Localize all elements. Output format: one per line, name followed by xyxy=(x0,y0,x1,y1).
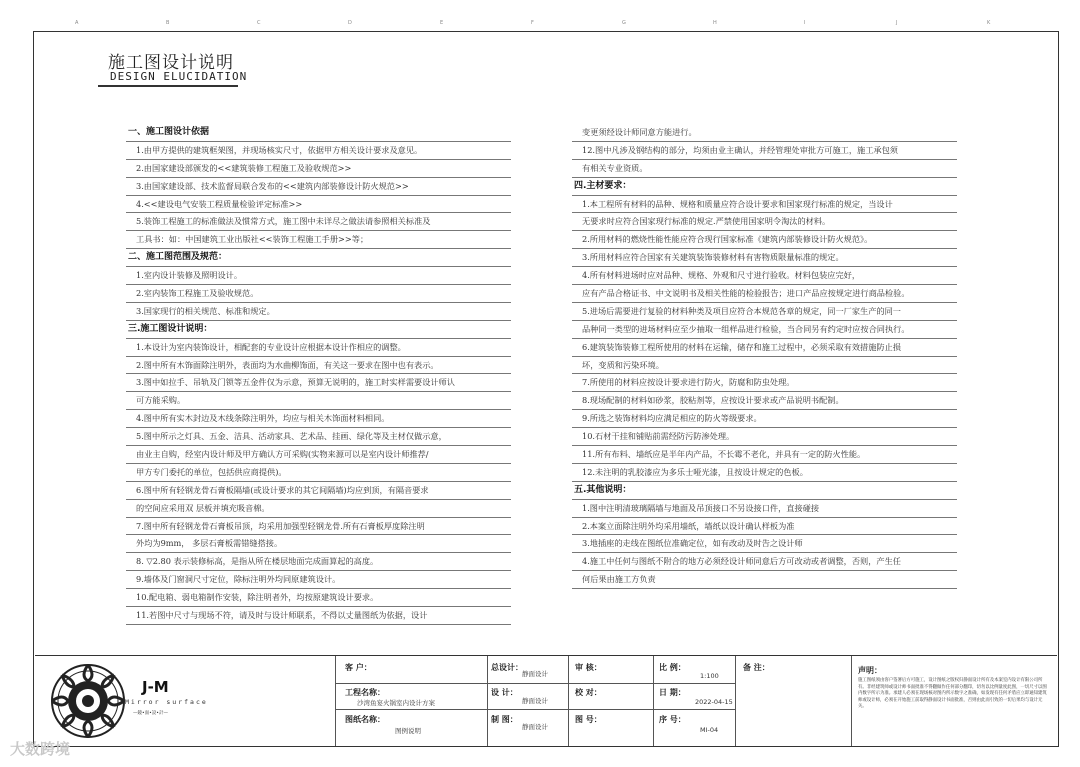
note-line: 10.配电箱、弱电箱制作安装，除注明者外，均按原建筑设计要求。 xyxy=(126,589,511,607)
drawing-name-label: 图纸名称： xyxy=(345,715,385,724)
note-line: 3.国家现行的相关规范、标准和规定。 xyxy=(126,303,511,321)
note-line: 9.墙体及门窗洞尺寸定位，除标注明外均同原建筑设计。 xyxy=(126,571,511,589)
section-heading: 一、施工图设计依据 xyxy=(126,124,511,142)
ornament-logo-icon xyxy=(49,662,127,740)
note-line: 4.所有材料进场时应对品种、规格、外观和尺寸进行验收。材料包装应完好， xyxy=(572,267,957,285)
note-line: 3.由国家建设部、技术监督局联合发布的<<建筑内部装修设计防火规范>> xyxy=(126,178,511,196)
note-line: 5.装饰工程施工的标准做法及惯常方式，施工图中未详尽之做法请参照相关标准及 xyxy=(126,213,511,231)
section-heading: 三.施工图设计说明： xyxy=(126,321,511,339)
note-line: 3.图中如拉手、吊轨及门锁等五金件仅为示意，预算无说明的，施工时实样需要设计师认 xyxy=(126,374,511,392)
notes-column-right xyxy=(572,124,957,589)
review-label: 审 核： xyxy=(575,663,602,672)
title-underline xyxy=(98,85,238,87)
grid-ruler-mark: K xyxy=(987,20,991,26)
note-line: 8. ▽2.80 表示装修标高，是指从所在楼层地面完成面算起的高度。 xyxy=(126,553,511,571)
note-line: 7.图中所有轻钢龙骨石膏板吊顶，均采用加强型轻钢龙骨.所有石膏板厚度除注明 xyxy=(126,518,511,536)
note-line: 可方能采购。 xyxy=(126,392,511,410)
section-heading: 五.其他说明： xyxy=(572,482,957,500)
project-value: 沙湾鱼宴火锅室内设计方案 xyxy=(357,699,435,707)
tb-divider xyxy=(851,656,852,746)
note-line: 变更须经设计师同意方能进行。 xyxy=(572,124,957,142)
tb-divider xyxy=(487,656,488,746)
tb-divider xyxy=(735,656,736,746)
watermark: 大数跨境 xyxy=(10,740,71,758)
grid-ruler-mark: F xyxy=(531,20,534,26)
note-line: 2.由国家建设部颁发的<<建筑装修工程施工及验收规范>> xyxy=(126,160,511,178)
note-line: 应有产品合格证书、中文说明书及相关性能的检验报告；进口产品应按规定进行商品检验。 xyxy=(572,285,957,303)
note-line: 1.室内设计装修及照明设计。 xyxy=(126,267,511,285)
designer-value: 静面设计 xyxy=(522,697,548,705)
notes-column-left xyxy=(126,124,511,625)
note-line: 5.进场后需要进行复验的材料种类及项目应符合本规范各章的规定，同一厂家生产的同一 xyxy=(572,303,957,321)
note-line: 11.若图中尺寸与现场不符，请及时与设计师联系，不得以丈量图纸为依据，设计 xyxy=(126,607,511,625)
logo xyxy=(49,662,127,740)
grid-ruler-mark: H xyxy=(713,20,717,26)
remark-label: 备 注： xyxy=(743,663,770,672)
note-line: 10.石材干挂和铺贴前需经防污防渗处理。 xyxy=(572,428,957,446)
note-line: 1.由甲方提供的建筑框架图，并现场核实尺寸，依据甲方相关设计要求及意见。 xyxy=(126,142,511,160)
section-heading: 四.主材要求： xyxy=(572,178,957,196)
note-line: 坏，变质和污染环境。 xyxy=(572,357,957,375)
section-heading: 二、施工图范围及规范： xyxy=(126,249,511,267)
grid-ruler-mark: E xyxy=(440,20,444,26)
chief-designer-label: 总设计： xyxy=(491,663,523,672)
title-block xyxy=(35,655,1057,746)
grid-ruler-mark: D xyxy=(348,20,352,26)
note-line: 甲方专门委托的单位，包括供应商提供)。 xyxy=(126,464,511,482)
note-line: 的空间应采用双 层板并填充吸音棉。 xyxy=(126,500,511,518)
scale-label: 比 例： xyxy=(659,663,686,672)
grid-ruler-mark: I xyxy=(804,20,806,26)
note-line: 由业主自购，经室内设计师及甲方确认方可采购(实物来源可以是室内设计师推荐/ xyxy=(126,446,511,464)
note-line: 9.所选之装饰材料均应满足相应的防火等级要求。 xyxy=(572,410,957,428)
tb-divider xyxy=(335,656,336,746)
date-label: 日 期： xyxy=(659,688,686,697)
note-line: 4.<<建设电气安装工程质量检验评定标准>> xyxy=(126,196,511,214)
client-label: 客 户： xyxy=(345,663,372,672)
note-line: 品种同一类型的进场材料应至少抽取一组样品进行检验，当合同另有约定时应按合同执行。 xyxy=(572,321,957,339)
date-value: 2022-04-15 xyxy=(695,698,733,706)
sequence-value: MI-04 xyxy=(700,726,719,734)
note-line: 2.所用材料的燃烧性能性能应符合现行国家标准《建筑内部装修设计防火规范》。 xyxy=(572,231,957,249)
note-line: 3.地插座的走线在图纸位准确定位，如有改动及时告之设计师 xyxy=(572,535,957,553)
grid-ruler-mark: G xyxy=(622,20,626,26)
sequence-label: 序 号： xyxy=(659,715,686,724)
grid-ruler-mark: A xyxy=(75,20,79,26)
page-title: 施工图设计说明 xyxy=(108,53,234,73)
note-line: 何后果由施工方负责 xyxy=(572,571,957,589)
note-line: 有相关专业资质。 xyxy=(572,160,957,178)
chief-designer-value: 静面设计 xyxy=(522,670,548,678)
note-line: 12.图中凡涉及钢结构的部分，均须由业主确认，并经管理处审批方可施工，施工承包须 xyxy=(572,142,957,160)
designer-label: 设 计： xyxy=(491,688,518,697)
note-line: 6.建筑装饰装修工程所使用的材料在运输，储存和施工过程中，必须采取有效措施防止损 xyxy=(572,339,957,357)
statement-text: 施工图纸须由客户签署后方可施工，设计图纸之版权归静面设计所有及本案室内设计有限公司所有。非经建筑师或设计师书面批准不得翻做作任何部分翻印，切勿以比例量度此图，一切尺寸以图内数字所示为准。承建人必须在现场核对图内所示数字之准确，如发现有任何矛盾应立即通知建筑师或设计师，必须在开始施工前取得静面设计书面批准，否则由此而引致的一切后果均与设计无关。 xyxy=(858,678,1047,709)
brand-tagline: Mirror surface xyxy=(125,698,208,706)
note-line: 工具书：如：中国建筑工业出版社<<装饰工程施工手册>>等； xyxy=(126,231,511,249)
note-line: 3.所用材料应符合国家有关建筑装饰装修材料有害物质限量标准的规定。 xyxy=(572,249,957,267)
brand-name: J-M xyxy=(142,678,169,696)
note-line: 4.施工中任何与图纸不附合的地方必须经设计师同意后方可改动或者调整，否则，产生任 xyxy=(572,553,957,571)
drawing-name-value: 图例说明 xyxy=(395,727,421,735)
tb-row-line xyxy=(335,709,735,710)
note-line: 1.本工程所有材料的品种、规格和质量应符合设计要求和国家现行标准的规定，当设计 xyxy=(572,196,957,214)
note-line: 1.图中注明清玻璃隔墙与地面及吊顶接口不另设接口件，直接碰接 xyxy=(572,500,957,518)
note-line: 外均为9mm， 多层石膏板需错缝搭接。 xyxy=(126,535,511,553)
note-line: 8.现场配制的材料如砂浆，胶粘剂等，应按设计要求或产品说明书配制。 xyxy=(572,392,957,410)
statement-label: 声明： xyxy=(858,666,882,675)
note-line: 7.所使用的材料应按设计要求进行防火，防腐和防虫处理。 xyxy=(572,374,957,392)
check-label: 校 对： xyxy=(575,688,602,697)
note-line: 1.本设计为室内装饰设计，相配套的专业设计应根据本设计作相应的调整。 xyxy=(126,339,511,357)
grid-ruler-mark: J xyxy=(896,20,898,26)
tb-divider xyxy=(568,656,569,746)
note-line: 2.室内装饰工程施工及验收规范。 xyxy=(126,285,511,303)
grid-ruler-mark: B xyxy=(166,20,170,26)
brand-tagline-cn: —鏡•面•設•計— xyxy=(133,711,168,716)
page-subtitle: DESIGN ELUCIDATION xyxy=(110,70,248,83)
drawing-number-label: 图 号： xyxy=(575,715,602,724)
note-line: 无要求时应符合国家现行标准的规定.严禁使用国家明令淘汰的材料。 xyxy=(572,213,957,231)
draftsman-label: 制 图： xyxy=(491,715,518,724)
scale-value: 1:100 xyxy=(700,672,719,680)
note-line: 12.未注明的乳胶漆应为多乐士哑光漆，且按设计规定的色板。 xyxy=(572,464,957,482)
note-line: 5.图中所示之灯具、五金、洁具、活动家具、艺术品、挂画、绿化等及主材仅做示意， xyxy=(126,428,511,446)
note-line: 6.图中所有轻钢龙骨石膏板隔墙(或设计要求的其它间隔墙)均应到顶，有隔音要求 xyxy=(126,482,511,500)
note-line: 2.本案立面除注明外均采用墙纸，墙纸以设计确认样板为准 xyxy=(572,518,957,536)
grid-ruler-mark: C xyxy=(257,20,261,26)
note-line: 11.所有布料、墙纸应是半年内产品，不长霉不老化，并具有一定的防火性能。 xyxy=(572,446,957,464)
tb-divider xyxy=(653,656,654,746)
draftsman-value: 静面设计 xyxy=(522,723,548,731)
note-line: 2.图中所有木饰面除注明外，表面均为水曲柳饰面，有关这一要求在图中也有表示。 xyxy=(126,357,511,375)
project-label: 工程名称： xyxy=(345,688,385,697)
note-line: 4.图中所有实木封边及木线条除注明外，均应与相关木饰面材料相同。 xyxy=(126,410,511,428)
tb-row-line xyxy=(335,683,735,684)
